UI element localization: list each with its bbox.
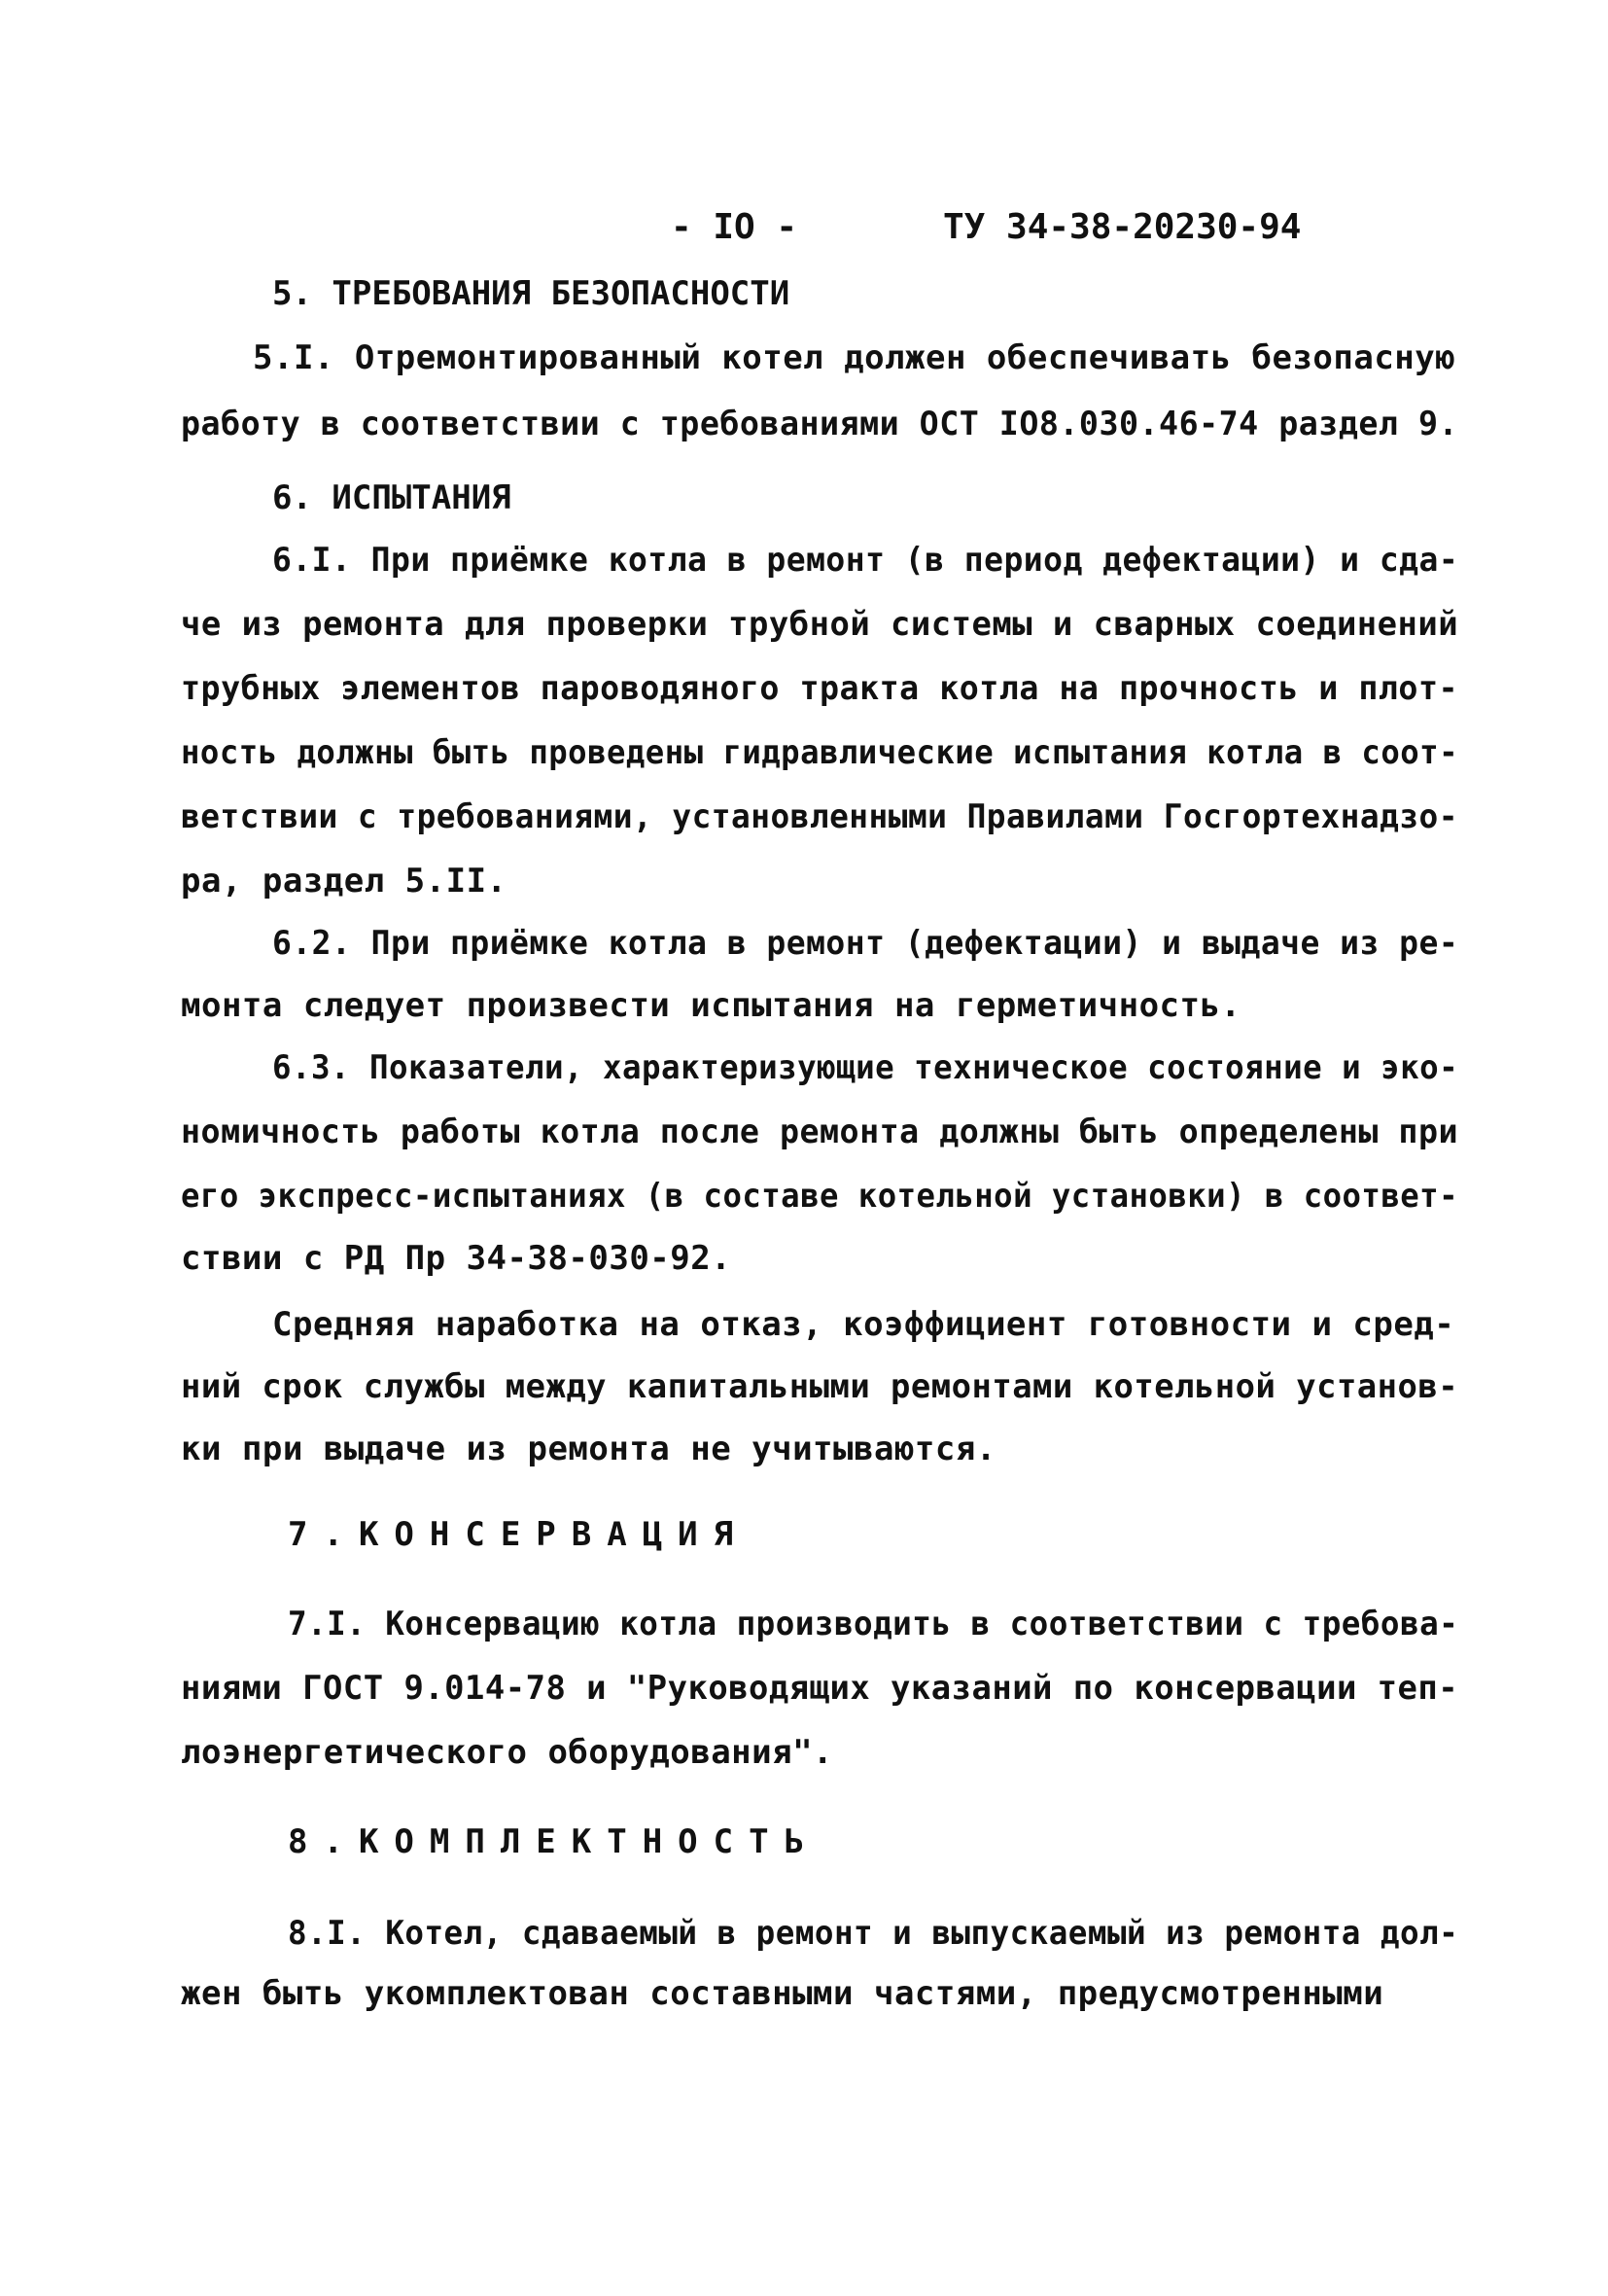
- section-6-3-line: его экспресс-испытаниях (в составе котельной установки) в соответ-: [181, 1177, 1458, 1216]
- document-code: ТУ 34-38-20230-94: [943, 207, 1302, 247]
- section-7-1-line: лоэнергетического оборудования".: [181, 1733, 834, 1772]
- section-8-1-line: 8.I. Котел, сдаваемый в ремонт и выпускаемый из ремонта дол-: [288, 1914, 1459, 1953]
- section-6-1-line: 6.I. При приёмке котла в ремонт (в период дефектации) и сда-: [272, 541, 1459, 580]
- section-6-3-line: ствии с РД Пр 34-38-030-92.: [181, 1239, 732, 1278]
- section-6-reliability-line: ки при выдаче из ремонта не учитываются.: [181, 1430, 996, 1468]
- section-5-1-line: 5.I. Отремонтированный котел должен обеспечивать безопасную: [253, 338, 1456, 377]
- section-8-1-line: жен быть укомплектован составными частями, предусмотренными: [181, 1974, 1384, 2013]
- section-7-title: 7.КОНСЕРВАЦИЯ: [288, 1515, 750, 1554]
- section-6-1-line: трубных элементов пароводяного тракта котла на прочность и плот-: [181, 669, 1459, 708]
- section-6-2-line: 6.2. При приёмке котла в ремонт (дефектации) и выдаче из ре-: [272, 924, 1459, 963]
- section-5-1-line: работу в соответствии с требованиями ОСТ IO8.030.46-74 раздел 9.: [181, 405, 1459, 443]
- section-8-title: 8.КОМПЛЕКТНОСТЬ: [288, 1822, 821, 1861]
- section-6-reliability-line: Средняя наработка на отказ, коэффициент готовности и сред-: [272, 1305, 1455, 1344]
- section-5-title: 5. ТРЕБОВАНИЯ БЕЗОПАСНОСТИ: [272, 274, 790, 313]
- section-6-1-line: ность должны быть проведены гидравлические испытания котла в соот-: [181, 733, 1458, 772]
- section-6-2-line: монта следует произвести испытания на герметичность.: [181, 986, 1241, 1025]
- page-number: - IO -: [671, 207, 798, 247]
- section-6-reliability-line: ний срок службы между капитальными ремонтами котельной установ-: [181, 1367, 1459, 1406]
- section-6-1-line: че из ремонта для проверки трубной системы и сварных соединений: [181, 605, 1459, 644]
- section-6-3-line: номичность работы котла после ремонта должны быть определены при: [181, 1113, 1459, 1151]
- section-6-1-line: ра, раздел 5.II.: [181, 862, 507, 901]
- section-6-1-line: ветствии с требованиями, установленными Правилами Госгортехнадзо-: [181, 797, 1458, 836]
- section-7-1-line: 7.I. Консервацию котла производить в соответствии с требова-: [288, 1605, 1459, 1643]
- section-6-title: 6. ИСПЫТАНИЯ: [272, 478, 511, 517]
- section-6-3-line: 6.3. Показатели, характеризующие техническое состояние и эко-: [272, 1048, 1459, 1087]
- section-7-1-line: ниями ГОСТ 9.014-78 и "Руководящих указаний по консервации теп-: [181, 1669, 1459, 1708]
